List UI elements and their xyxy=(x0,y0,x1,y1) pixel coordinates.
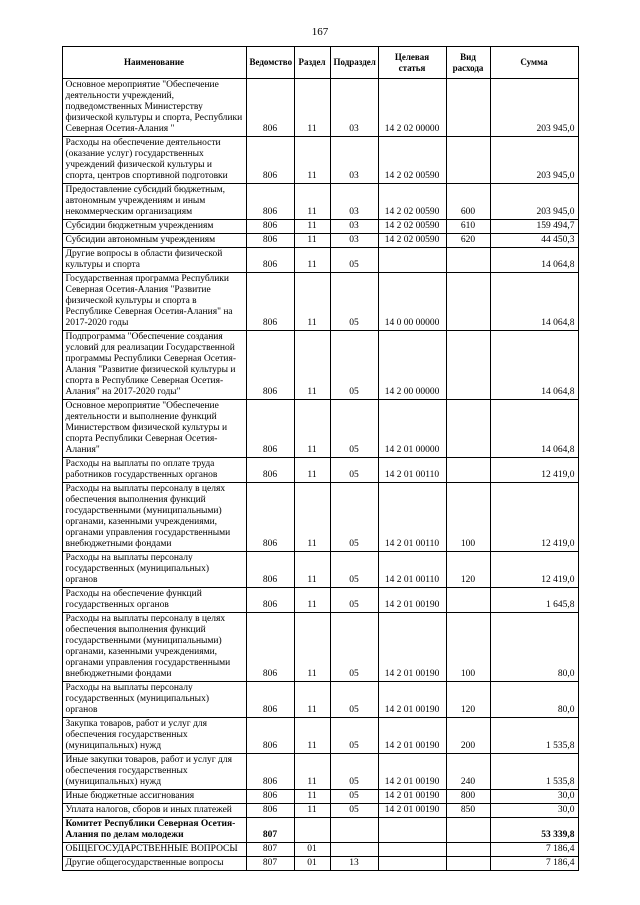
cell-sub: 05 xyxy=(330,718,378,754)
cell-sub: 05 xyxy=(330,804,378,818)
column-header-expense-type: Вид расхода xyxy=(446,47,490,79)
cell-sec: 11 xyxy=(294,400,330,458)
cell-type xyxy=(446,137,490,184)
cell-type xyxy=(446,248,490,273)
cell-art: 14 2 02 00590 xyxy=(378,220,446,234)
column-header-target-article: Целевая статья xyxy=(378,47,446,79)
table-row xyxy=(62,552,578,588)
cell-sum: 1 535,8 xyxy=(490,754,578,790)
cell-sec: 11 xyxy=(294,804,330,818)
cell-sum: 203 945,0 xyxy=(490,137,578,184)
cell-type xyxy=(446,818,490,843)
cell-name: Расходы на выплаты персоналу в целях обеспечения выполнения функций государственными (муниципальными) органами, казенными учреждениями, органами управления государственными внебюджетными фондами xyxy=(62,613,246,682)
cell-sub: 05 xyxy=(330,588,378,613)
cell-art: 14 2 01 00190 xyxy=(378,588,446,613)
cell-sub: 05 xyxy=(330,682,378,718)
cell-dept: 806 xyxy=(246,754,294,790)
cell-art: 14 2 01 00190 xyxy=(378,804,446,818)
cell-art: 14 0 00 00000 xyxy=(378,273,446,331)
cell-name: ОБЩЕГОСУДАРСТВЕННЫЕ ВОПРОСЫ xyxy=(62,843,246,857)
cell-sub: 03 xyxy=(330,220,378,234)
cell-name: Расходы на выплаты по оплате труда работников государственных органов xyxy=(62,458,246,483)
cell-sub: 05 xyxy=(330,790,378,804)
cell-art xyxy=(378,818,446,843)
cell-sum: 80,0 xyxy=(490,613,578,682)
cell-sec: 11 xyxy=(294,248,330,273)
cell-sum: 203 945,0 xyxy=(490,79,578,137)
cell-sub: 05 xyxy=(330,552,378,588)
cell-sub: 13 xyxy=(330,857,378,871)
cell-name: Основное мероприятие "Обеспечение деятельности и выполнение функций Министерством физической культуры и спорта Республики Северная Осетия-Алания" xyxy=(62,400,246,458)
cell-dept: 806 xyxy=(246,718,294,754)
cell-art: 14 2 02 00000 xyxy=(378,79,446,137)
cell-art: 14 2 02 00590 xyxy=(378,234,446,248)
cell-name: Расходы на обеспечение деятельности (оказание услуг) государственных учреждений физической культуры и спорта, центров спортивной подготовки xyxy=(62,137,246,184)
cell-sum: 30,0 xyxy=(490,804,578,818)
cell-sum: 12 419,0 xyxy=(490,458,578,483)
cell-art: 14 2 00 00000 xyxy=(378,331,446,400)
cell-art: 14 2 01 00190 xyxy=(378,790,446,804)
table-row xyxy=(62,248,578,273)
cell-type: 240 xyxy=(446,754,490,790)
cell-name: Иные бюджетные ассигнования xyxy=(62,790,246,804)
cell-sec: 11 xyxy=(294,682,330,718)
cell-name: Государственная программа Республики Северная Осетия-Алания "Развитие физической культуры и спорта в Республике Северная Осетия-Алания" на 2017-2020 годы xyxy=(62,273,246,331)
cell-sec: 11 xyxy=(294,458,330,483)
cell-name: Расходы на выплаты персоналу государственных (муниципальных) органов xyxy=(62,682,246,718)
cell-sum: 14 064,8 xyxy=(490,248,578,273)
cell-name: Субсидии автономным учреждениям xyxy=(62,234,246,248)
cell-type xyxy=(446,458,490,483)
cell-sec: 11 xyxy=(294,754,330,790)
cell-type xyxy=(446,400,490,458)
cell-type: 200 xyxy=(446,718,490,754)
table-row xyxy=(62,331,578,400)
cell-name: Иные закупки товаров, работ и услуг для обеспечения государственных (муниципальных) нужд xyxy=(62,754,246,790)
cell-sec: 11 xyxy=(294,137,330,184)
cell-sec: 11 xyxy=(294,79,330,137)
cell-sub: 03 xyxy=(330,184,378,220)
cell-art: 14 2 02 00590 xyxy=(378,137,446,184)
table-row xyxy=(62,400,578,458)
cell-sec: 01 xyxy=(294,857,330,871)
table-row xyxy=(62,857,578,871)
cell-sum: 203 945,0 xyxy=(490,184,578,220)
cell-type: 800 xyxy=(446,790,490,804)
cell-sum: 53 339,8 xyxy=(490,818,578,843)
cell-dept: 806 xyxy=(246,790,294,804)
cell-sec: 11 xyxy=(294,220,330,234)
table-row xyxy=(62,79,578,137)
cell-sec: 11 xyxy=(294,588,330,613)
table-row xyxy=(62,718,578,754)
column-header-department: Ведомство xyxy=(246,47,294,79)
cell-type xyxy=(446,79,490,137)
cell-dept: 806 xyxy=(246,588,294,613)
cell-sub: 05 xyxy=(330,273,378,331)
cell-name: Предоставление субсидий бюджетным, автономным учреждениям и иным некоммерческим организациям xyxy=(62,184,246,220)
cell-dept: 807 xyxy=(246,857,294,871)
table-row xyxy=(62,220,578,234)
cell-sum: 1 645,8 xyxy=(490,588,578,613)
column-header-name: Наименование xyxy=(62,47,246,79)
cell-type xyxy=(446,857,490,871)
table-row xyxy=(62,818,578,843)
cell-sub: 03 xyxy=(330,79,378,137)
cell-sub: 05 xyxy=(330,331,378,400)
table-row xyxy=(62,843,578,857)
column-header-sum: Сумма xyxy=(490,47,578,79)
cell-type: 620 xyxy=(446,234,490,248)
cell-dept: 806 xyxy=(246,248,294,273)
cell-name: Субсидии бюджетным учреждениям xyxy=(62,220,246,234)
cell-sub: 03 xyxy=(330,234,378,248)
cell-art: 14 2 02 00590 xyxy=(378,184,446,220)
table-body xyxy=(62,79,578,871)
cell-dept: 806 xyxy=(246,234,294,248)
cell-sum: 1 535,8 xyxy=(490,718,578,754)
cell-dept: 807 xyxy=(246,843,294,857)
table-row xyxy=(62,790,578,804)
cell-name: Расходы на обеспечение функций государственных органов xyxy=(62,588,246,613)
cell-sub: 05 xyxy=(330,458,378,483)
cell-sum: 14 064,8 xyxy=(490,273,578,331)
table-row xyxy=(62,273,578,331)
cell-sec: 11 xyxy=(294,234,330,248)
cell-dept: 806 xyxy=(246,613,294,682)
page-number: 167 xyxy=(311,26,329,38)
column-header-subsection: Подраздел xyxy=(330,47,378,79)
header-row xyxy=(62,47,578,79)
cell-sum: 12 419,0 xyxy=(490,552,578,588)
cell-sum: 7 186,4 xyxy=(490,857,578,871)
cell-type: 120 xyxy=(446,682,490,718)
cell-sub: 05 xyxy=(330,248,378,273)
cell-sec xyxy=(294,818,330,843)
cell-sub xyxy=(330,843,378,857)
cell-sec: 11 xyxy=(294,613,330,682)
cell-sum: 30,0 xyxy=(490,790,578,804)
cell-sec: 11 xyxy=(294,790,330,804)
cell-sub xyxy=(330,818,378,843)
cell-sub: 05 xyxy=(330,613,378,682)
cell-dept: 806 xyxy=(246,483,294,552)
cell-sec: 11 xyxy=(294,331,330,400)
cell-art: 14 2 01 00190 xyxy=(378,682,446,718)
cell-sum: 159 494,7 xyxy=(490,220,578,234)
cell-sum: 7 186,4 xyxy=(490,843,578,857)
table-row xyxy=(62,682,578,718)
cell-type: 100 xyxy=(446,613,490,682)
cell-name: Другие вопросы в области физической культуры и спорта xyxy=(62,248,246,273)
cell-sum: 14 064,8 xyxy=(490,400,578,458)
cell-sub: 05 xyxy=(330,483,378,552)
cell-sec: 11 xyxy=(294,718,330,754)
cell-name: Подпрограмма "Обеспечение создания условий для реализации Государственной программы Республики Северная Осетия-Алания "Развитие физической культуры и спорта в Республике Северная Осетия-Алания" на 2017-2020 годы" xyxy=(62,331,246,400)
cell-art: 14 2 01 00110 xyxy=(378,552,446,588)
cell-dept: 806 xyxy=(246,79,294,137)
cell-dept: 806 xyxy=(246,220,294,234)
cell-name: Расходы на выплаты персоналу государственных (муниципальных) органов xyxy=(62,552,246,588)
budget-table xyxy=(62,46,579,871)
table-row xyxy=(62,234,578,248)
cell-dept: 806 xyxy=(246,400,294,458)
cell-type: 120 xyxy=(446,552,490,588)
cell-name: Расходы на выплаты персоналу в целях обеспечения выполнения функций государственными (муниципальными) органами, казенными учреждениями, органами управления государственными внебюджетными фондами xyxy=(62,483,246,552)
cell-art xyxy=(378,248,446,273)
cell-name: Другие общегосударственные вопросы xyxy=(62,857,246,871)
cell-name: Закупка товаров, работ и услуг для обеспечения государственных (муниципальных) нужд xyxy=(62,718,246,754)
table-row xyxy=(62,613,578,682)
cell-sum: 44 450,3 xyxy=(490,234,578,248)
cell-type xyxy=(446,588,490,613)
cell-type: 850 xyxy=(446,804,490,818)
table-row xyxy=(62,804,578,818)
cell-art: 14 2 01 00000 xyxy=(378,400,446,458)
cell-name: Основное мероприятие "Обеспечение деятельности учреждений, подведомственных Министерству физической культуры и спорта, Республики Северная Осетия-Алания " xyxy=(62,79,246,137)
cell-dept: 806 xyxy=(246,137,294,184)
cell-type: 600 xyxy=(446,184,490,220)
cell-sec: 11 xyxy=(294,273,330,331)
cell-sec: 11 xyxy=(294,184,330,220)
cell-sum: 12 419,0 xyxy=(490,483,578,552)
cell-sec: 11 xyxy=(294,483,330,552)
table-row xyxy=(62,483,578,552)
cell-sum: 14 064,8 xyxy=(490,331,578,400)
cell-dept: 806 xyxy=(246,682,294,718)
column-header-section: Раздел xyxy=(294,47,330,79)
table-row xyxy=(62,588,578,613)
cell-type: 610 xyxy=(446,220,490,234)
cell-sub: 05 xyxy=(330,754,378,790)
cell-dept: 806 xyxy=(246,331,294,400)
cell-sec: 11 xyxy=(294,552,330,588)
cell-art: 14 2 01 00190 xyxy=(378,613,446,682)
cell-sub: 03 xyxy=(330,137,378,184)
cell-dept: 806 xyxy=(246,184,294,220)
cell-type xyxy=(446,843,490,857)
cell-sum: 80,0 xyxy=(490,682,578,718)
cell-type xyxy=(446,331,490,400)
table-row xyxy=(62,184,578,220)
table-row xyxy=(62,137,578,184)
cell-type: 100 xyxy=(446,483,490,552)
table-row xyxy=(62,458,578,483)
cell-dept: 806 xyxy=(246,458,294,483)
cell-dept: 806 xyxy=(246,804,294,818)
cell-art xyxy=(378,857,446,871)
cell-dept: 807 xyxy=(246,818,294,843)
cell-art: 14 2 01 00110 xyxy=(378,483,446,552)
cell-name: Комитет Республики Северная Осетия-Алания по делам молодежи xyxy=(62,818,246,843)
cell-type xyxy=(446,273,490,331)
cell-name: Уплата налогов, сборов и иных платежей xyxy=(62,804,246,818)
cell-sec: 01 xyxy=(294,843,330,857)
cell-sub: 05 xyxy=(330,400,378,458)
table-row xyxy=(62,754,578,790)
cell-dept: 806 xyxy=(246,552,294,588)
cell-art: 14 2 01 00190 xyxy=(378,754,446,790)
cell-art: 14 2 01 00190 xyxy=(378,718,446,754)
cell-art: 14 2 01 00110 xyxy=(378,458,446,483)
cell-art xyxy=(378,843,446,857)
cell-dept: 806 xyxy=(246,273,294,331)
